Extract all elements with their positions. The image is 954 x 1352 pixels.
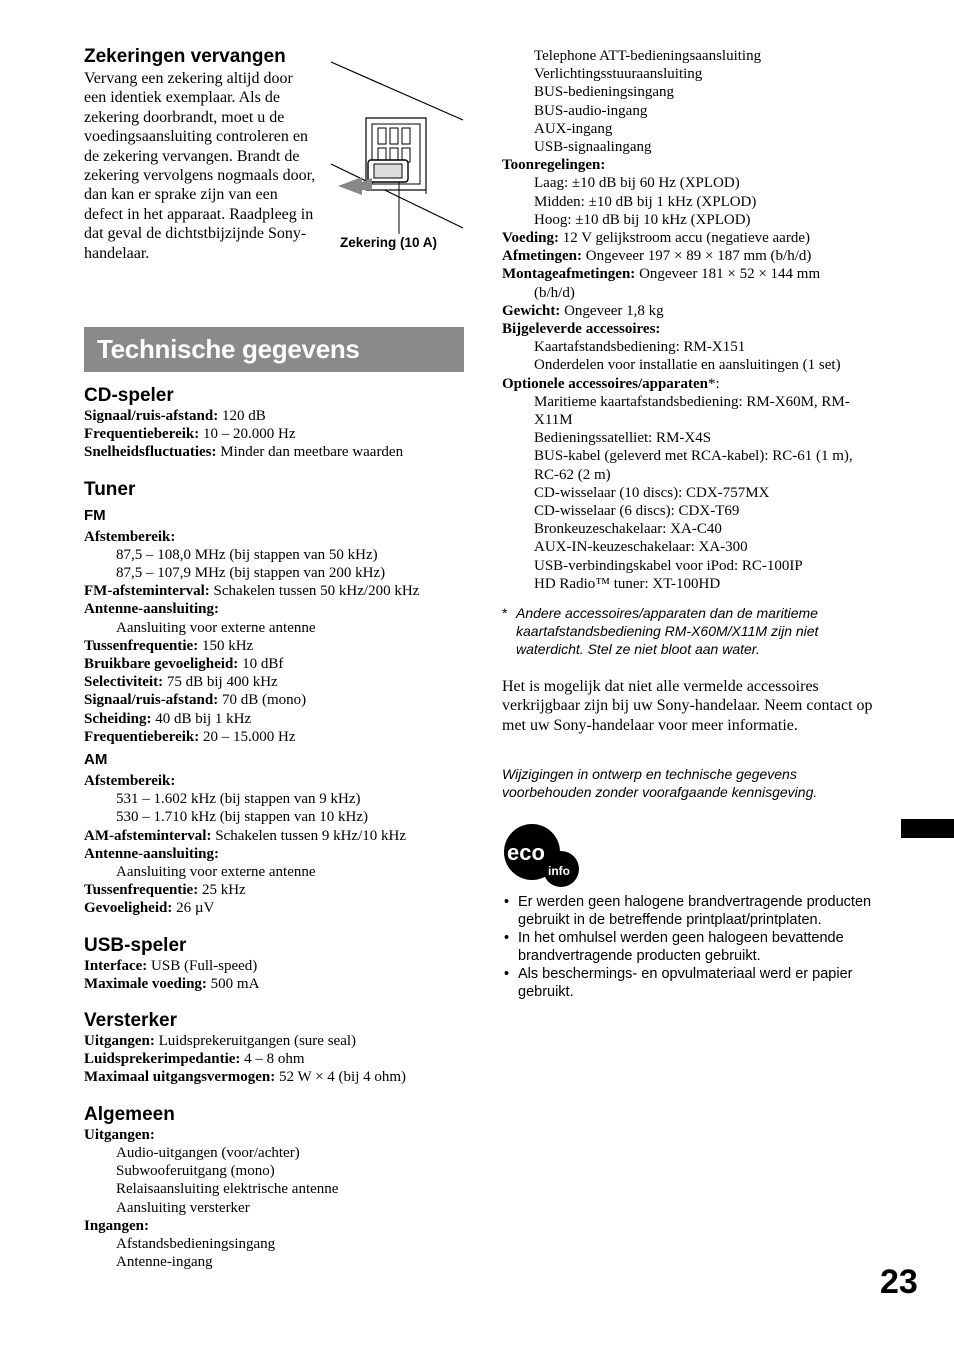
general-heading: Algemeen: [84, 1103, 175, 1125]
specs-right-column: [502, 47, 892, 593]
spec-value: 12 V gelijkstroom accu (negatieve aarde): [558, 230, 810, 247]
spec-label: Antenne-aansluiting:: [84, 601, 220, 618]
fuse-text: Vervang een zekering altijd door een identiek exemplaar. Als de zekering doorbrandt, moet u de voedingsaansluiting controleren en de zekering vervangen. Brandt de zekering vervolgens nogmaals door, dan kan er sprake zijn van een defect in het apparaat. Raadpleeg in dat geval de dichtstbijzijnde Sony-handelaar.: [84, 70, 316, 262]
spec-value: 150 kHz: [198, 637, 254, 654]
spec-value: Subwooferuitgang (mono): [116, 1163, 275, 1180]
spec-value: Onderdelen voor installatie en aansluitingen (1 set): [534, 357, 841, 374]
tuner-heading: Tuner: [84, 478, 136, 500]
chapter-tab-marker: [901, 819, 954, 838]
spec-value: Relaisaansluiting elektrische antenne: [116, 1181, 339, 1198]
spec-value: AUX-IN-keuzeschakelaar: XA-300: [534, 539, 748, 556]
amp-specs: [84, 1032, 469, 1087]
spec-label: Toonregelingen:: [502, 157, 606, 174]
spec-row: [84, 425, 469, 443]
cd-heading: CD-speler: [84, 385, 174, 406]
spec-row: [84, 1068, 469, 1086]
spec-value: 10 – 20.000 Hz: [199, 426, 296, 443]
list-item: • Als beschermings- en opvulmateriaal werd er papier gebruikt.: [502, 965, 882, 1001]
spec-label: Uitgangen:: [84, 1126, 155, 1143]
spec-value: 4 – 8 ohm: [240, 1051, 305, 1068]
spec-value: Aansluiting versterker: [116, 1199, 250, 1216]
spec-value: CD-wisselaar (6 discs): CDX-T69: [534, 503, 740, 520]
spec-label: Signaal/ruis-afstand:: [84, 692, 219, 709]
list-item: • In het omhulsel werden geen halogeen bevattende brandvertragende producten gebruikt.: [502, 929, 882, 965]
usb-specs: [84, 957, 469, 993]
specs-left-column: [84, 385, 469, 1271]
spec-value: Aansluiting voor externe antenne: [116, 864, 316, 881]
spec-value: AUX-ingang: [534, 120, 613, 137]
spec-value: 530 – 1.710 kHz (bij stappen van 10 kHz): [116, 809, 369, 826]
spec-value: 52 W × 4 (bij 4 ohm): [275, 1069, 407, 1086]
spec-value: 120 dB: [218, 408, 266, 424]
spec-label: Tussenfrequentie:: [84, 637, 199, 654]
spec-value: 25 kHz: [198, 882, 246, 899]
spec-label: Maximale voeding:: [84, 975, 207, 992]
spec-value: Bedieningssatelliet: RM-X4S: [534, 430, 712, 447]
spec-label: Signaal/ruis-afstand:: [84, 408, 219, 424]
spec-value: Aansluiting voor externe antenne: [116, 619, 316, 636]
spec-value: Schakelen tussen 50 kHz/200 kHz: [209, 583, 420, 600]
spec-value: USB (Full-speed): [147, 957, 258, 974]
spec-value: 75 dB bij 400 kHz: [163, 674, 278, 691]
spec-row: [84, 899, 469, 917]
spec-label: Frequentiebereik:: [84, 728, 200, 745]
spec-row: [84, 728, 469, 746]
spec-value: 10 dBf: [238, 656, 284, 673]
spec-row: [84, 637, 469, 655]
spec-value: Telephone ATT-bedieningsaansluiting: [534, 48, 762, 64]
eco-bullet-list: [502, 893, 882, 1001]
spec-label: Voeding:: [502, 230, 559, 247]
spec-row: [84, 443, 469, 461]
spec-row: [84, 1050, 469, 1068]
spec-value: USB-signaalingang: [534, 139, 652, 156]
spec-label: Luidsprekerimpedantie:: [84, 1051, 241, 1068]
spec-label: Afstembereik:: [84, 528, 176, 545]
spec-label: Antenne-aansluiting:: [84, 845, 220, 862]
spec-value: Minder dan meetbare waarden: [216, 444, 404, 461]
spec-label: Tussenfrequentie:: [84, 882, 199, 899]
spec-row: [84, 881, 469, 899]
section-title-bar: Technische gegevens: [84, 327, 464, 372]
spec-row: [84, 975, 469, 993]
amp-heading: Versterker: [84, 1010, 177, 1032]
spec-row: [84, 673, 469, 691]
spec-label: Interface:: [84, 957, 148, 974]
spec-value: CD-wisselaar (10 discs): CDX-757MX: [534, 484, 770, 501]
spec-value: 26 µV: [172, 900, 215, 917]
spec-value: Ongeveer 197 × 89 × 187 mm (b/h/d): [581, 248, 812, 265]
spec-value: HD Radio™ tuner: XT-100HD: [534, 575, 721, 592]
spec-label: Gevoeligheid:: [84, 900, 173, 917]
spec-value: Hoog: ±10 dB bij 10 kHz (XPLOD): [534, 211, 751, 228]
spec-label: Snelheidsfluctuaties:: [84, 444, 217, 461]
fm-heading: FM: [84, 506, 106, 524]
spec-row: [84, 710, 469, 728]
spec-value: BUS-kabel (geleverd met RCA-kabel): RC-61 (1 m), RC-62 (2 m): [534, 448, 853, 483]
list-item: • Er werden geen halogene brandvertragende producten gebruikt in de betreffende printplaat/printplaten.: [502, 893, 882, 929]
spec-value: Laag: ±10 dB bij 60 Hz (XPLOD): [534, 175, 740, 192]
spec-label: Bijgeleverde accessoires:: [502, 321, 661, 338]
spec-value: 70 dB (mono): [218, 692, 307, 709]
footnote-mark: *: [502, 605, 508, 621]
fuse-figure-label: Zekering (10 A): [340, 235, 438, 250]
spec-value: Antenne-ingang: [116, 1254, 213, 1271]
am-specs: [84, 772, 469, 918]
spec-value: BUS-bedieningsingang: [534, 84, 674, 101]
spec-value: 87,5 – 107,9 MHz (bij stappen van 200 kHz): [116, 565, 386, 582]
fuse-illustration: [328, 56, 468, 256]
spec-label: Ingangen:: [84, 1217, 150, 1234]
usb-heading: USB-speler: [84, 934, 187, 956]
spec-value: USB-verbindingskabel voor iPod: RC-100IP: [534, 557, 803, 574]
eco-info-logo: [503, 823, 583, 889]
fuse-heading: Zekeringen vervangen: [84, 46, 286, 67]
eco-logo-subtext: info: [548, 864, 570, 878]
spec-label: Afmetingen:: [502, 248, 582, 265]
spec-value: Midden: ±10 dB bij 1 kHz (XPLOD): [534, 193, 757, 210]
disclaimer-text: Wijzigingen in ontwerp en technische gegevens voorbehouden zonder voorafgaande kennisgeving.: [502, 766, 818, 800]
spec-row: [84, 1032, 469, 1050]
spec-label: Scheiding:: [84, 710, 152, 727]
page-number: 23: [880, 1263, 918, 1301]
spec-value: BUS-audio-ingang: [534, 102, 648, 119]
spec-value: Maritieme kaartafstandsbediening: RM-X60M, RM-X11M: [534, 393, 850, 429]
spec-value: Audio-uitgangen (voor/achter): [116, 1144, 300, 1161]
footnote: [502, 604, 872, 658]
spec-label: Gewicht:: [502, 302, 561, 319]
spec-label: AM-afsteminterval:: [84, 827, 212, 844]
spec-row: [84, 655, 469, 673]
spec-value: 40 dB bij 1 kHz: [151, 710, 252, 727]
spec-label: FM-afsteminterval:: [84, 583, 210, 600]
eco-logo-text: eco: [507, 840, 545, 865]
am-heading: AM: [84, 751, 108, 769]
spec-row: [84, 691, 469, 709]
spec-value: 500 mA: [206, 975, 260, 992]
spec-value: Schakelen tussen 9 kHz/10 kHz: [211, 827, 406, 844]
spec-value: Afstandsbedieningsingang: [116, 1235, 276, 1252]
footnote-text: Andere accessoires/apparaten dan de maritieme kaartafstandsbediening RM-X60M/X11M zijn niet waterdicht. Stel ze niet bloot aan water.: [516, 605, 819, 657]
spec-value: Kaartafstandsbediening: RM-X151: [534, 339, 746, 356]
spec-value: 531 – 1.602 kHz (bij stappen van 9 kHz): [116, 791, 361, 808]
spec-row: [84, 407, 469, 425]
spec-value: Ongeveer 1,8 kg: [560, 302, 664, 319]
spec-label: Optionele accessoires/apparaten: [502, 375, 708, 392]
spec-label: Bruikbare gevoeligheid:: [84, 656, 239, 673]
spec-row: [84, 957, 469, 975]
spec-label: Uitgangen:: [84, 1033, 155, 1050]
spec-value: Ongeveer 181 × 52 × 144 mm: [635, 266, 821, 283]
spec-value: Bronkeuzeschakelaar: XA-C40: [534, 521, 722, 538]
footnote-mark: *:: [707, 375, 720, 392]
cd-specs: [84, 407, 469, 462]
availability-text: Het is mogelijk dat niet alle vermelde accessoires verkrijgbaar zijn bij uw Sony-handelaar. Neem contact op met uw Sony-handelaar voor meer informatie.: [502, 678, 873, 734]
spec-label: Selectiviteit:: [84, 674, 164, 691]
fm-specs: [84, 528, 469, 746]
general-specs-left: [84, 1126, 469, 1272]
spec-value: Luidsprekeruitgangen (sure seal): [154, 1033, 357, 1050]
spec-label: Maximaal uitgangsvermogen:: [84, 1069, 276, 1086]
spec-label: Afstembereik:: [84, 773, 176, 790]
spec-label: Montageafmetingen:: [502, 266, 636, 283]
spec-value: 20 – 15.000 Hz: [199, 728, 296, 745]
spec-value: Verlichtingsstuuraansluiting: [534, 66, 703, 83]
spec-label: Frequentiebereik:: [84, 426, 200, 443]
spec-value: 87,5 – 108,0 MHz (bij stappen van 50 kHz): [116, 546, 378, 563]
spec-value: (b/h/d): [534, 284, 575, 301]
